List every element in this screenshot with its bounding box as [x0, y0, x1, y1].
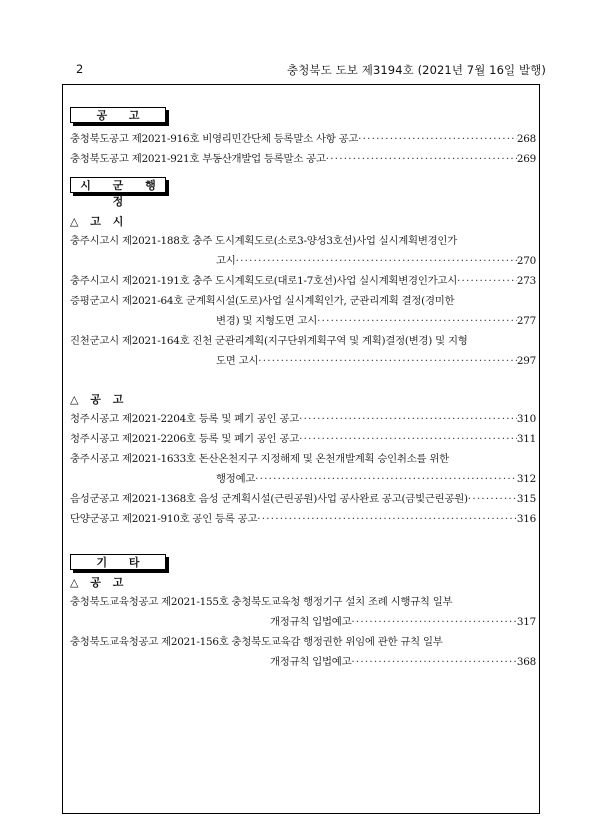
subsection-gonggo: △ 공 고	[70, 393, 128, 406]
toc-entry[interactable]: 청주시공고 제2021-2206호 등록 및 폐기 공인 공고 ····· 311	[70, 429, 536, 449]
toc-entry[interactable]: 충청북도교육청공고 제2021-155호 충청북도교육청 행정기구 설치 조례 시행규칙 일부 개정규칙 입법예고 ····· 317	[70, 592, 536, 632]
toc-entry[interactable]: 단양군공고 제2021-910호 공인 등록 공고 ····· 316	[70, 509, 536, 529]
page-number: 2	[76, 62, 84, 76]
section-header-gita: 기 타	[70, 554, 166, 570]
subsection-gosi: △ 고 시	[70, 215, 128, 228]
toc-entry[interactable]: 충청북도공고 제2021-921호 부동산개발업 등록말소 공고 ····· 269	[70, 149, 536, 169]
gazette-title: 충청북도 도보 제3194호 (2021년 7월 16일 발행)	[286, 63, 546, 77]
toc-entry[interactable]: 청주시공고 제2021-2204호 등록 및 폐기 공인 공고 ····· 310	[70, 409, 536, 429]
section-header-sigun: 시 군 행 정	[70, 177, 166, 193]
toc-entry[interactable]: 충청북도공고 제2021-916호 비영리민간단체 등록말소 사항 공고 ····· 268	[70, 129, 536, 149]
table-of-contents	[70, 104, 536, 672]
toc-entry[interactable]: 충청북도교육청공고 제2021-156호 충청북도교육감 행정권한 위임에 관한 규칙 일부 개정규칙 입법예고 ····· 368	[70, 632, 536, 672]
toc-entry[interactable]: 진천군고시 제2021-164호 진천 군관리계획(지구단위계획구역 및 계획)결정(변경) 및 지형 도면 고시 ····· 297	[70, 331, 536, 371]
toc-entry[interactable]: 충주시고시 제2021-191호 충주 도시계획도로(대로1-7호선)사업 실시계획변경인가고시 ····· 273	[70, 271, 536, 291]
subsection-gonggo: △ 공 고	[70, 576, 128, 589]
toc-entry[interactable]: 증평군고시 제2021-64호 군계획시설(도로)사업 실시계획인가, 군관리계획 결정(경미한 변경) 및 지형도면 고시 ····· 277	[70, 291, 536, 331]
toc-entry[interactable]: 충주시고시 제2021-188호 충주 도시계획도로(소로3-양성3호선)사업 실시계획변경인가 고시 ····· 270	[70, 231, 536, 271]
toc-entry[interactable]: 충주시공고 제2021-1633호 돈산온천지구 지정해제 및 온천개발계획 승인취소를 위한 행정예고 ····· 312	[70, 449, 536, 489]
section-header-gonggo: 공 고	[70, 107, 166, 123]
toc-entry[interactable]: 음성군공고 제2021-1368호 음성 군계획시설(근린공원)사업 공사완료 공고(금빛근린공원) ····· 315	[70, 489, 536, 509]
